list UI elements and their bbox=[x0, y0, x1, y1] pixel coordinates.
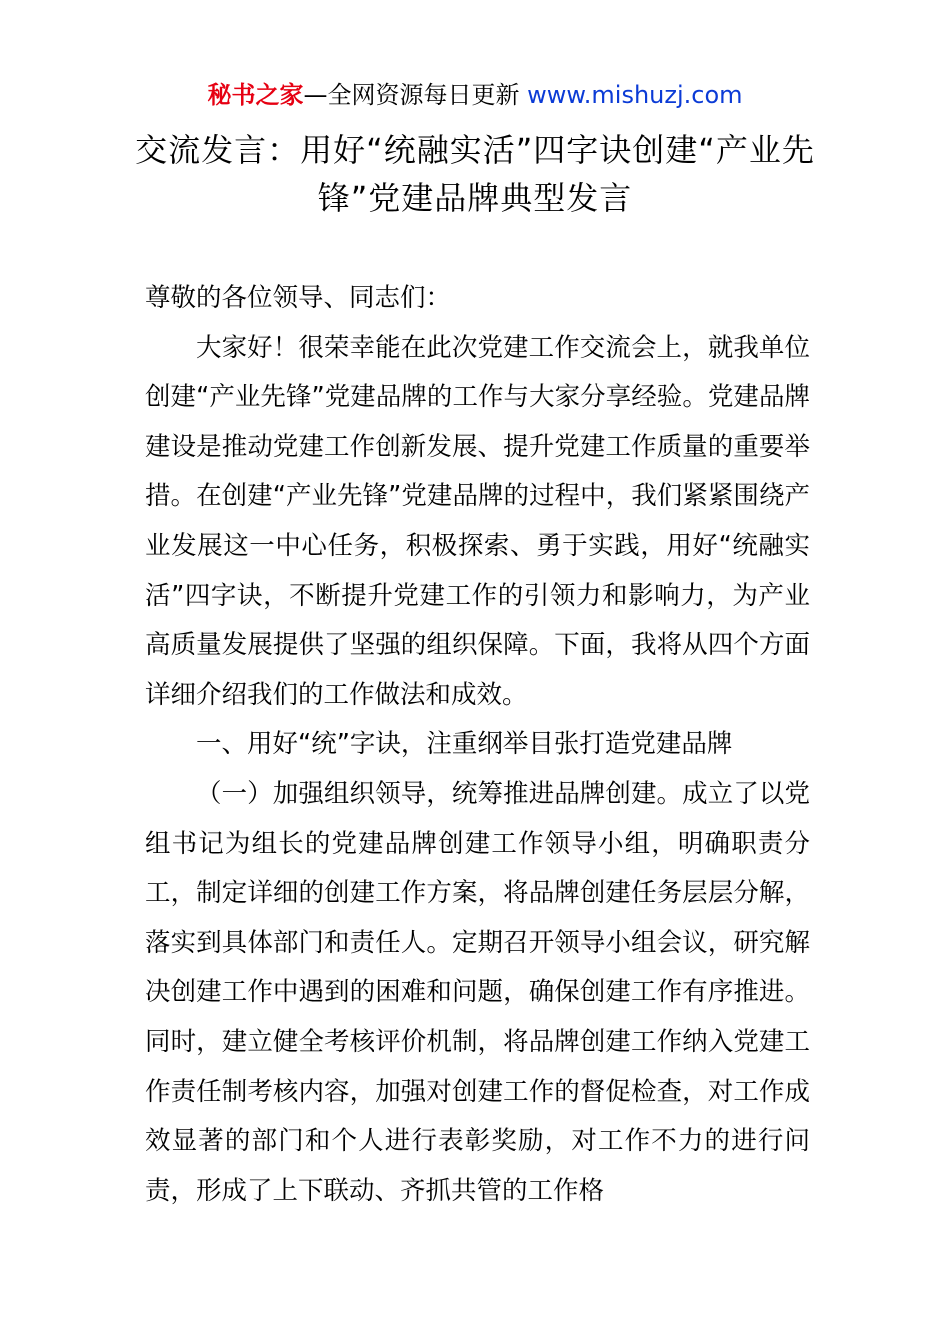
paragraph-intro: 大家好！很荣幸能在此次党建工作交流会上，就我单位创建“产业先锋”党建品牌的工作与大家分享经验。党建品牌建设是推动党建工作创新发展、提升党建工作质量的重要举措。在创建“产业先锋”党建品牌的过程中，我们紧紧围绕产业发展这一中心任务，积极探索、勇于实践，用好“统融实活”四字诀，不断提升党建工作的引领力和影响力，为产业高质量发展提供了坚强的组织保障。下面，我将从四个方面详细介绍我们的工作做法和成效。 bbox=[145, 332, 810, 710]
section-heading: 一、用好“统”字诀，注重纲举目张打造党建品牌 bbox=[196, 729, 733, 760]
document-title: 交流发言：用好“统融实活”四字诀创建“产业先锋”党建品牌典型发言 bbox=[135, 131, 815, 217]
site-slogan: —全网资源每日更新 bbox=[303, 81, 528, 109]
salutation: 尊敬的各位领导、同志们： bbox=[145, 283, 452, 313]
site-brand: 秘书之家 bbox=[207, 81, 304, 109]
site-url-link[interactable]: www.mishuzj.com bbox=[527, 81, 743, 109]
paragraph-section-1: （一）加强组织领导，统筹推进品牌创建。成立了以党组书记为组长的党建品牌创建工作领导小组，明确职责分工，制定详细的创建工作方案，将品牌创建任务层层分解，落实到具体部门和责任人。定期召开领导小组会议，研究解决创建工作中遇到的困难和问题，确保创建工作有序推进。同时，建立健全考核评价机制，将品牌创建工作纳入党建工作责任制考核内容，加强对创建工作的督促检查，对工作成效显著的部门和个人进行表彰奖励，对工作不力的进行问责，形成了上下联动、齐抓共管的工作格 bbox=[145, 778, 810, 1206]
site-header bbox=[0, 78, 950, 112]
document-body bbox=[145, 274, 810, 1216]
